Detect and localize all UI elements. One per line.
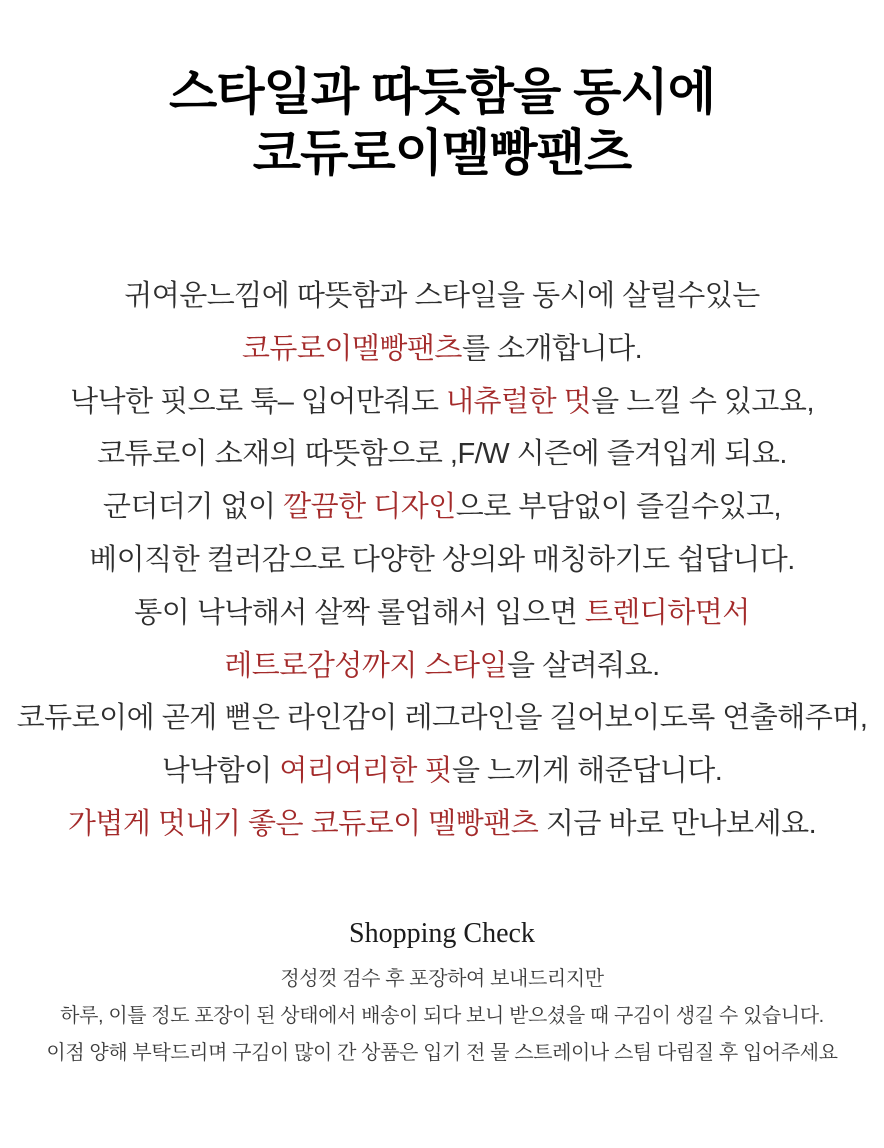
highlighted-text: 트렌디하면서 bbox=[584, 596, 750, 629]
body-text: 를 소개합니다. bbox=[461, 332, 643, 365]
highlighted-text: 깔끔한 디자인 bbox=[283, 491, 456, 524]
highlighted-text: 내츄럴한 멋 bbox=[446, 385, 592, 418]
highlighted-text: 코듀로이멜빵팬츠 bbox=[241, 332, 462, 365]
title-line-1: 스타일과 따듯함을 동시에 bbox=[168, 64, 716, 120]
body-text: 지금 바로 만나보세요. bbox=[538, 807, 817, 840]
body-text: 을 살려줘요. bbox=[507, 649, 660, 682]
body-text: 낙낙한 핏으로 툭– 입어만줘도 bbox=[70, 385, 447, 418]
shopping-check-note: 정성껏 검수 후 포장하여 보내드리지만 bbox=[280, 967, 604, 990]
description-line bbox=[0, 481, 884, 534]
description-line bbox=[0, 270, 884, 323]
description-line bbox=[0, 692, 884, 745]
description-line bbox=[0, 534, 884, 587]
body-text: 코듀로이에 곧게 뻗은 라인감이 레그라인을 길어보이도록 연출해주며, bbox=[16, 702, 868, 735]
body-text: 을 느끼게 해준답니다. bbox=[451, 755, 723, 788]
description-line bbox=[0, 798, 884, 851]
shopping-check-section bbox=[0, 917, 884, 1072]
description-line bbox=[0, 428, 884, 481]
description-line bbox=[0, 376, 884, 429]
shopping-check-notes bbox=[0, 961, 884, 1072]
highlighted-text: 레트로감성까지 스타일 bbox=[224, 649, 507, 682]
body-text: 낙낙함이 bbox=[161, 755, 280, 788]
description-line bbox=[0, 323, 884, 376]
description-line bbox=[0, 587, 884, 640]
body-text: 군더더기 없이 bbox=[102, 491, 284, 524]
body-text: 코튜로이 소재의 따뜻함으로 ,F/W 시즌에 즐겨입게 되요. bbox=[97, 438, 787, 471]
shopping-check-note: 이점 양해 부탁드리며 구김이 많이 간 상품은 입기 전 물 스트레이나 스팀 다림질 후 입어주세요 bbox=[46, 1041, 838, 1064]
description-lines bbox=[0, 270, 884, 851]
description-line bbox=[0, 640, 884, 693]
shopping-check-heading: Shopping Check bbox=[349, 917, 535, 949]
body-text: 귀여운느낌에 따뜻함과 스타일을 동시에 살릴수있는 bbox=[124, 280, 760, 312]
body-text: 으로 부담없이 즐길수있고, bbox=[455, 491, 782, 524]
body-text: 을 느낄 수 있고요, bbox=[591, 385, 814, 418]
description-line bbox=[0, 745, 884, 798]
shopping-check-note: 하루, 이틀 정도 포장이 된 상태에서 배송이 되다 보니 받으셨을 때 구김이 생길 수 있습니다. bbox=[60, 1004, 824, 1027]
body-text: 통이 낙낙해서 살짝 롤업해서 입으면 bbox=[134, 596, 585, 629]
body-text: 베이직한 컬러감으로 다양한 상의와 매칭하기도 쉽답니다. bbox=[89, 543, 795, 576]
title-line-2: 코듀로이멜빵팬츠 bbox=[252, 125, 632, 181]
highlighted-text: 여리여리한 핏 bbox=[279, 755, 452, 788]
page-title bbox=[0, 0, 884, 184]
highlighted-text: 가볍게 멋내기 좋은 코듀로이 멜빵팬츠 bbox=[67, 807, 539, 840]
